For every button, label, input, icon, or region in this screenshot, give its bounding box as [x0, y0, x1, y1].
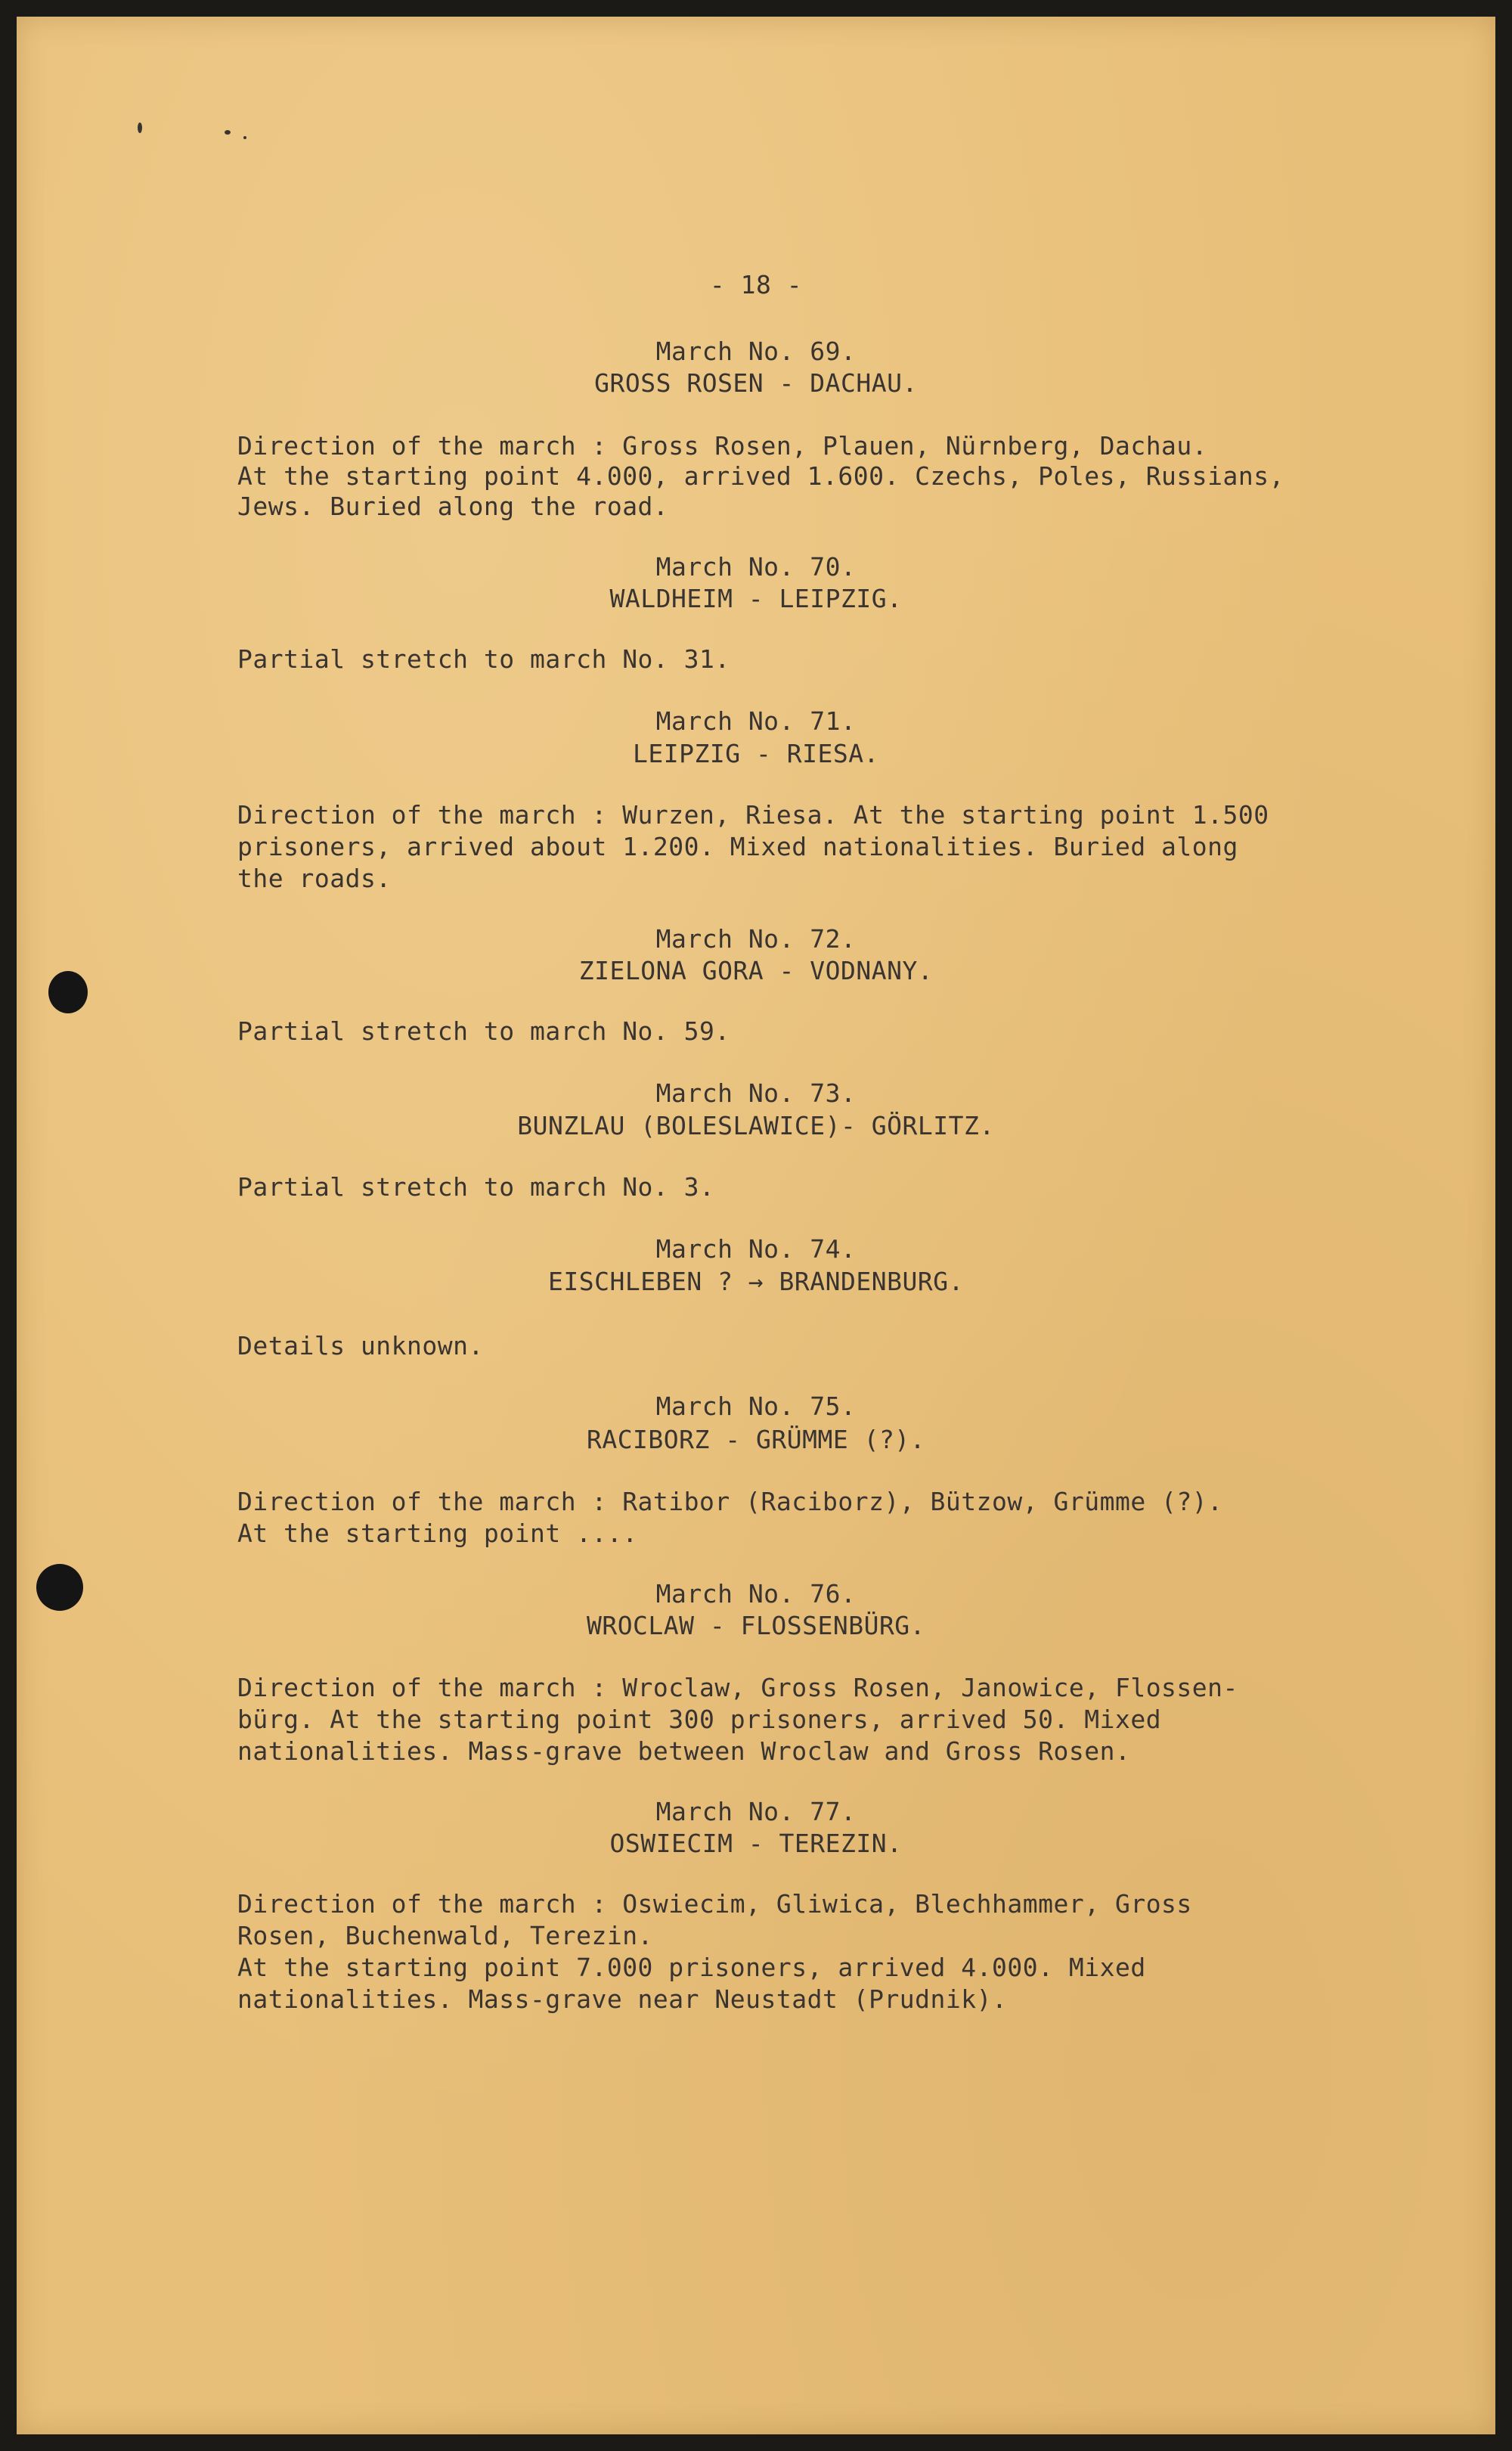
march-number: March No. 76. [655, 1579, 857, 1609]
march-description-line: At the starting point 4.000, arrived 1.600. Czechs, Poles, Russians, [237, 461, 1285, 491]
march-description-line: prisoners, arrived about 1.200. Mixed nationalities. Buried along [237, 832, 1238, 861]
ink-speck [243, 136, 246, 139]
march-description-line: Direction of the march : Oswiecim, Gliwica, Blechhammer, Gross [237, 1889, 1192, 1919]
march-number: March No. 74. [655, 1234, 857, 1264]
march-description-line: Jews. Buried along the road. [237, 492, 669, 521]
march-description-line: Partial stretch to march No. 31. [237, 644, 730, 674]
march-number: March No. 77. [655, 1797, 857, 1826]
march-route: ZIELONA GORA - VODNANY. [578, 956, 934, 985]
page-number: - 18 - [709, 270, 803, 299]
march-description-line: Direction of the march : Wroclaw, Gross Rosen, Janowice, Flossen- [237, 1673, 1238, 1702]
march-number: March No. 70. [655, 552, 857, 582]
march-description-line: Direction of the march : Gross Rosen, Plauen, Nürnberg, Dachau. [237, 431, 1208, 461]
march-number: March No. 72. [655, 924, 857, 954]
march-number: March No. 69. [655, 337, 857, 366]
march-description-line: Details unknown. [237, 1331, 484, 1360]
march-number: March No. 73. [655, 1078, 857, 1108]
march-route: LEIPZIG - RIESA. [633, 739, 879, 768]
march-route: OSWIECIM - TEREZIN. [609, 1829, 903, 1858]
march-route: GROSS ROSEN - DACHAU. [594, 368, 918, 398]
document-page [17, 17, 1495, 2434]
march-route: EISCHLEBEN ? → BRANDENBURG. [548, 1267, 964, 1296]
march-description-line: nationalities. Mass-grave between Wroclaw and Gross Rosen. [237, 1736, 1131, 1766]
march-route: WROCLAW - FLOSSENBÜRG. [586, 1611, 926, 1640]
march-description-line: Direction of the march : Ratibor (Raciborz), Bützow, Grümme (?). [237, 1487, 1223, 1516]
march-route: BUNZLAU (BOLESLAWICE)- GÖRLITZ. [517, 1111, 995, 1140]
march-description-line: nationalities. Mass-grave near Neustadt (Prudnik). [237, 1984, 1008, 2014]
march-description-line: bürg. At the starting point 300 prisoners, arrived 50. Mixed [237, 1705, 1162, 1734]
march-route: RACIBORZ - GRÜMME (?). [586, 1425, 926, 1454]
march-description-line: Partial stretch to march No. 3. [237, 1172, 715, 1202]
ink-speck [138, 123, 142, 133]
march-number: March No. 75. [655, 1391, 857, 1421]
ink-speck [225, 130, 231, 135]
march-description-line: At the starting point 7.000 prisoners, arrived 4.000. Mixed [237, 1953, 1146, 1982]
march-description-line: Rosen, Buchenwald, Terezin. [237, 1921, 653, 1950]
march-description-line: the roads. [237, 864, 392, 893]
march-description-line: Partial stretch to march No. 59. [237, 1016, 730, 1046]
march-number: March No. 71. [655, 706, 857, 736]
march-route: WALDHEIM - LEIPZIG. [609, 584, 903, 613]
march-description-line: Direction of the march : Wurzen, Riesa. At the starting point 1.500 [237, 800, 1269, 830]
march-description-line: At the starting point .... [237, 1519, 638, 1548]
